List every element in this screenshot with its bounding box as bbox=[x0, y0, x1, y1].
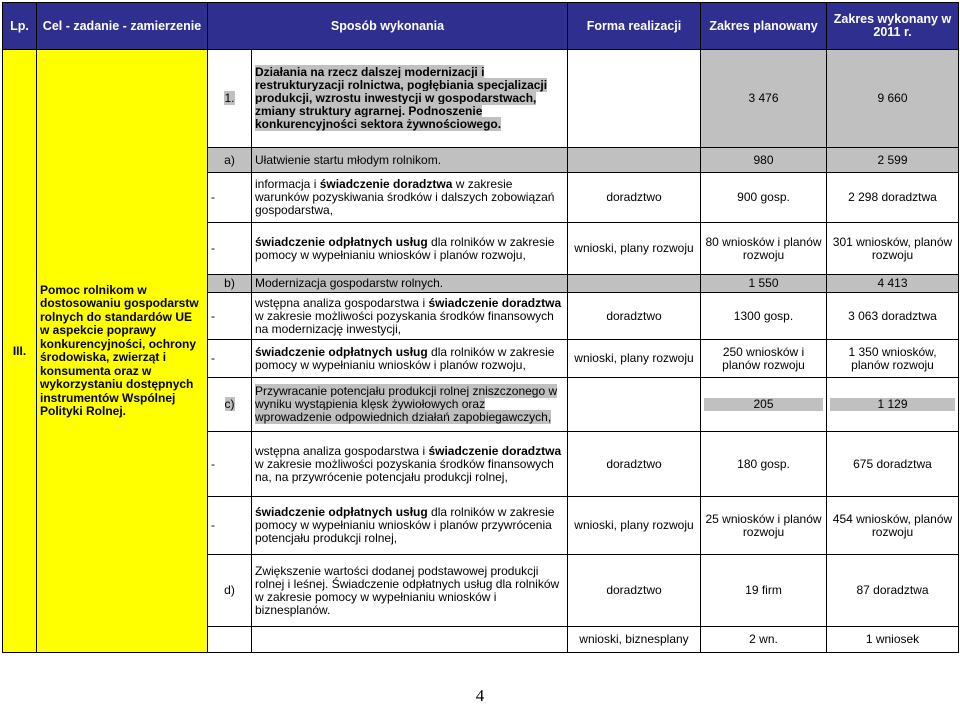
row-marker: - bbox=[208, 432, 252, 497]
row-marker: - bbox=[208, 340, 252, 378]
form-value: wnioski, plany rozwoju bbox=[568, 340, 701, 378]
planned-value: 3 476 bbox=[701, 50, 827, 148]
row-marker: d) bbox=[208, 555, 252, 627]
done-value: 675 doradztwa bbox=[827, 432, 959, 497]
done-value: 301 wniosków, planów rozwoju bbox=[827, 223, 959, 275]
form-value: wnioski, plany rozwoju bbox=[568, 223, 701, 275]
form-value: doradztwo bbox=[568, 293, 701, 340]
planned-value: 1300 gosp. bbox=[701, 293, 827, 340]
col-cel: Cel - zadanie - zamierzenie bbox=[37, 3, 208, 50]
planned-value: 205 bbox=[704, 398, 823, 411]
task-description: Zwiększenie wartości dodanej podstawowej produkcji rolnej i leśnej. Świadczenie odpłatnych usług dla rolników w zakresie pomocy w wypełnianiu wniosków i biznesplanów. bbox=[252, 555, 568, 627]
task-description: wstępna analiza gospodarstwa i świadczenie doradztwa w zakresie możliwości pozyskania środków finansowych na, na przywrócenie potencjału produkcji rolnej, bbox=[252, 432, 568, 497]
done-value: 4 413 bbox=[827, 275, 959, 293]
col-wykonany: Zakres wykonany w 2011 r. bbox=[827, 3, 959, 50]
planned-value: 2 wn. bbox=[701, 627, 827, 653]
col-planowany: Zakres planowany bbox=[701, 3, 827, 50]
row-marker: - bbox=[208, 293, 252, 340]
form-value: doradztwo bbox=[568, 173, 701, 223]
header-row bbox=[3, 3, 959, 50]
form-value: wnioski, plany rozwoju bbox=[568, 497, 701, 555]
form-value: doradztwo bbox=[568, 432, 701, 497]
plan-table bbox=[2, 2, 959, 653]
done-value: 9 660 bbox=[827, 50, 959, 148]
row-marker: a) bbox=[208, 148, 252, 173]
task-description: Ułatwienie startu młodym rolnikom. bbox=[252, 148, 568, 173]
row-marker: c) bbox=[224, 397, 235, 411]
planned-value: 180 gosp. bbox=[701, 432, 827, 497]
done-value: 454 wniosków, planów rozwoju bbox=[827, 497, 959, 555]
row-marker: - bbox=[208, 223, 252, 275]
task-description: wstępna analiza gospodarstwa i świadczenie doradztwa w zakresie możliwości pozyskania środków finansowych na modernizację inwestycji, bbox=[252, 293, 568, 340]
row-marker: 1. bbox=[224, 91, 235, 105]
row-marker: - bbox=[208, 173, 252, 223]
form-value: wnioski, biznesplany bbox=[568, 627, 701, 653]
planned-value: 900 gosp. bbox=[701, 173, 827, 223]
col-lp: Lp. bbox=[3, 3, 37, 50]
section-goal: Pomoc rolnikom w dostosowaniu gospodarstw rolnych do standardów UE w aspekcie poprawy konkurencyjności, ochrony środowiska, zwierząt i konsumenta oraz w wykorzystaniu dostępnych instrumentów Wspólnej Polityki Rolnej. bbox=[37, 50, 208, 653]
done-value: 87 doradztwa bbox=[827, 555, 959, 627]
task-description: świadczenie odpłatnych usług dla rolników w zakresie pomocy w wypełnianiu wniosków i planów rozwoju, bbox=[252, 340, 568, 378]
table-row bbox=[3, 50, 959, 148]
done-value: 1 wniosek bbox=[827, 627, 959, 653]
done-value: 2 298 doradztwa bbox=[827, 173, 959, 223]
task-description: Modernizacja gospodarstw rolnych. bbox=[252, 275, 568, 293]
planned-value: 19 firm bbox=[701, 555, 827, 627]
planned-value: 980 bbox=[701, 148, 827, 173]
task-description: Przywracanie potencjału produkcji rolnej zniszczonego w wyniku wystąpienia klęsk żywiołowych oraz wprowadzenie odpowiednich działań zapobiegawczych, bbox=[255, 384, 558, 424]
task-description: świadczenie odpłatnych usług dla rolników w zakresie pomocy w wypełnianiu wniosków i planów przywrócenia potencjału produkcji rolnej, bbox=[252, 497, 568, 555]
done-value: 3 063 doradztwa bbox=[827, 293, 959, 340]
col-sposob: Sposób wykonania bbox=[208, 3, 568, 50]
planned-value: 80 wniosków i planów rozwoju bbox=[701, 223, 827, 275]
task-description: świadczenie odpłatnych usług dla rolników w zakresie pomocy w wypełnianiu wniosków i planów rozwoju, bbox=[252, 223, 568, 275]
row-marker: b) bbox=[208, 275, 252, 293]
form-value: doradztwo bbox=[568, 555, 701, 627]
done-value: 1 350 wniosków, planów rozwoju bbox=[827, 340, 959, 378]
section-number: III. bbox=[3, 50, 37, 653]
planned-value: 250 wniosków i planów rozwoju bbox=[701, 340, 827, 378]
page-number: 4 bbox=[475, 686, 485, 705]
task-description: Działania na rzecz dalszej modernizacji i restrukturyzacji rolnictwa, pogłębiania specjalizacji produkcji, wzrostu inwestycji w gospodarstwach, zmiany struktury agrarnej. Podnoszenie konkurencyjności sektora żywnościowego. bbox=[255, 65, 548, 131]
planned-value: 25 wniosków i planów rozwoju bbox=[701, 497, 827, 555]
row-marker: - bbox=[208, 497, 252, 555]
done-value: 2 599 bbox=[827, 148, 959, 173]
planned-value: 1 550 bbox=[701, 275, 827, 293]
col-forma: Forma realizacji bbox=[568, 3, 701, 50]
task-description: informacja i świadczenie doradztwa w zakresie warunków pozyskiwania środków i dalszych zobowiązań gospodarstwa, bbox=[252, 173, 568, 223]
done-value: 1 129 bbox=[830, 398, 955, 411]
